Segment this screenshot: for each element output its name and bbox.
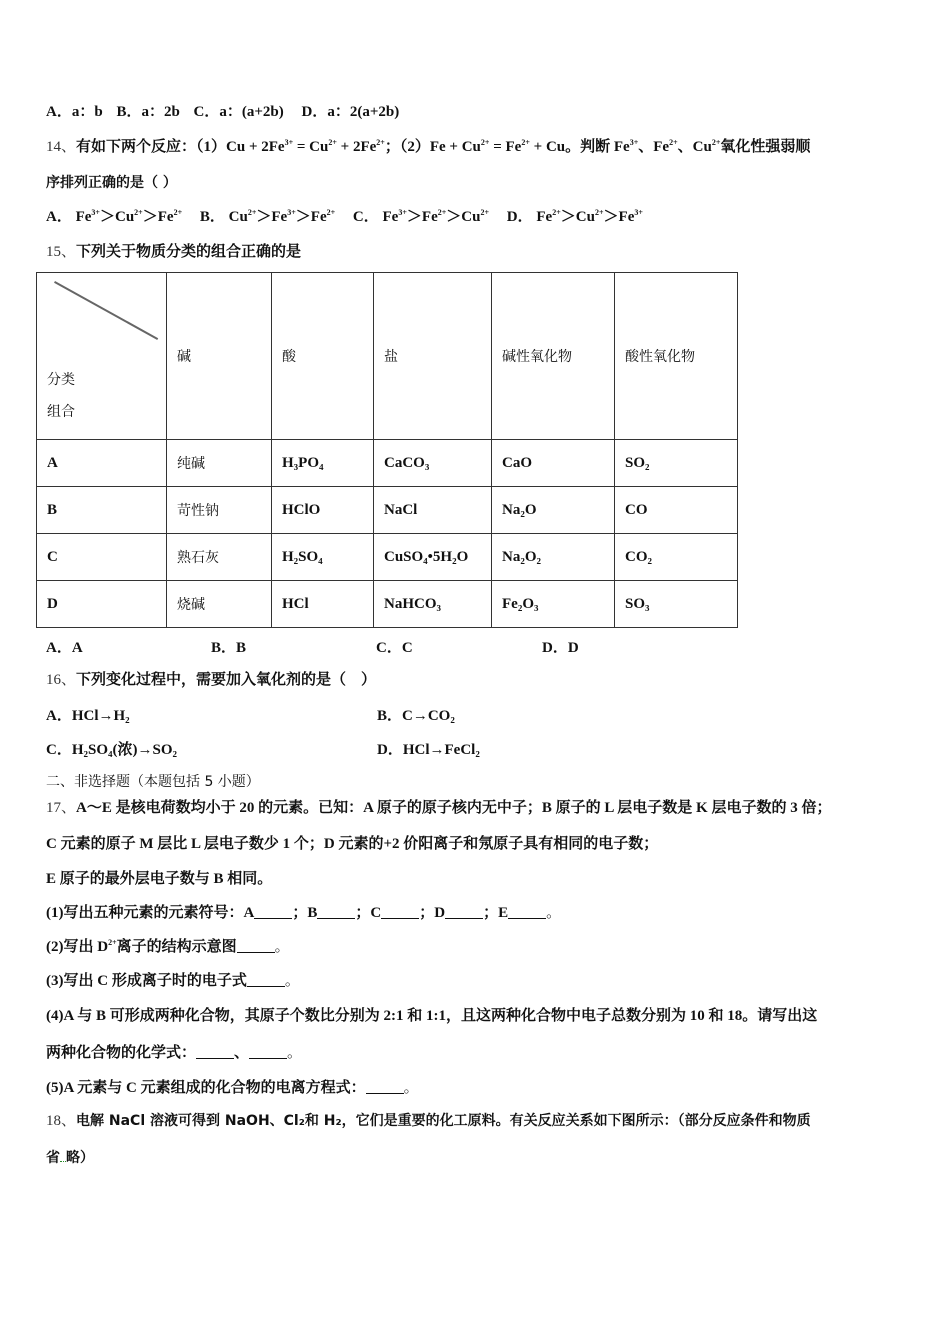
q15-option-d: D．D bbox=[542, 640, 579, 656]
q17-line1: 17、A～E 是核电荷数均小于 20 的元素。已知：A 原子的原子核内无中子；B 原子的 L 层电子数是 K 层电子数的 3 倍； bbox=[46, 800, 832, 816]
table-header-row bbox=[37, 273, 738, 440]
q17-sub4-line1: (4)A 与 B 可形成两种化合物，其原子个数比分别为 2:1 和 1:1，且这两种化合物中电子总数分别为 10 和 18。请写出这 bbox=[46, 1008, 818, 1024]
question-number: 15、 bbox=[46, 244, 77, 260]
q16-option-c: C．H₂SO₄(浓)→SO₂ bbox=[46, 742, 178, 758]
answer-blank-b[interactable] bbox=[317, 904, 355, 919]
table-corner-cell bbox=[37, 273, 167, 440]
q17-sub5: (5)A 元素与 C 元素组成的化合物的电离方程式： 。 bbox=[46, 1080, 419, 1096]
q14-options bbox=[46, 207, 643, 227]
q14-option-c: C． $Fe^{3+}>Fe^{2+}>Cu^{2+}$ bbox=[352, 208, 490, 225]
answer-blank-e[interactable] bbox=[508, 904, 546, 919]
q17-sub4-line2: 两种化合物的化学式： 、 。 bbox=[46, 1045, 303, 1061]
answer-blank-structure[interactable] bbox=[237, 938, 275, 953]
q13-option-c: C．a：(a+2b) bbox=[193, 104, 284, 120]
answer-blank-electron-formula[interactable] bbox=[247, 972, 285, 987]
q16-option-b: B．C→CO₂ bbox=[377, 708, 455, 724]
corner-label-combination: 组合 bbox=[47, 404, 75, 420]
q14-option-d: D． $Fe^{2+}>Cu^{2+}>Fe^{3+}$ bbox=[506, 208, 643, 225]
header-acid: 酸 bbox=[272, 273, 374, 440]
q15-option-c: C．C bbox=[376, 640, 413, 656]
table-row: B 苛性钠 HClO NaCl Na₂O CO bbox=[37, 487, 738, 534]
q14-option-b: B． $Cu^{2+}>Fe^{3+}>Fe^{2+}$ bbox=[199, 208, 336, 225]
q18-line1: 18、电解 NaCl 溶液可得到 NaOH、Cl₂和 H₂，它们是重要的化工原料。有关反应关系如下图所示：（部分反应条件和物质 bbox=[46, 1113, 811, 1129]
diagonal-divider bbox=[54, 281, 158, 340]
answer-blank-d[interactable] bbox=[445, 904, 483, 919]
question-number: 18、 bbox=[46, 1113, 77, 1129]
q16-option-a: A．HCl→H₂ bbox=[46, 708, 130, 724]
q16-option-d: D．HCl→FeCl₂ bbox=[377, 742, 480, 758]
table-row: D 烧碱 HCl NaHCO₃ Fe₂O₃ SO₃ bbox=[37, 581, 738, 628]
answer-blank-compound-1[interactable] bbox=[196, 1044, 234, 1059]
answer-blank-c[interactable] bbox=[381, 904, 419, 919]
q13-option-d: D．a：2(a+2b) bbox=[301, 104, 400, 120]
q14-option-a: A． $Fe^{3+}>Cu^{2+}>Fe^{2+}$ bbox=[46, 208, 183, 225]
header-base: 碱 bbox=[167, 273, 272, 440]
q15-option-b: B．B bbox=[211, 640, 247, 656]
classification-table bbox=[36, 272, 738, 628]
q17-sub1: (1)写出五种元素的元素符号：A ；B ；C ；D ；E 。 bbox=[46, 905, 562, 921]
header-salt: 盐 bbox=[374, 273, 492, 440]
table-row: C 熟石灰 H₂SO₄ CuSO₄•5H₂O Na₂O₂ CO₂ bbox=[37, 534, 738, 581]
q17-sub2: (2)写出 $D^{2+}$离子的结构示意图 。 bbox=[46, 938, 290, 955]
table-row: A 纯碱 H₃PO₄ CaCO₃ CaO SO₂ bbox=[37, 440, 738, 487]
header-basic-oxide: 碱性氧化物 bbox=[492, 273, 615, 440]
q17-line2: C 元素的原子 M 层比 L 层电子数少 1 个；D 元素的+2 价阳离子和氖原子具有相同的电子数； bbox=[46, 836, 659, 852]
q13-options bbox=[46, 102, 399, 122]
question-number: 14、 bbox=[46, 139, 77, 155]
header-acidic-oxide: 酸性氧化物 bbox=[615, 273, 738, 440]
q17-sub3: (3)写出 C 形成离子时的电子式 。 bbox=[46, 973, 300, 989]
q16-stem: 16、下列变化过程中，需要加入氧化剂的是（ ） bbox=[46, 672, 377, 688]
question-number: 17、 bbox=[46, 800, 77, 816]
q15-stem: 15、下列关于物质分类的组合正确的是 bbox=[46, 244, 302, 260]
q14-stem: 14、有如下两个反应：$(1)Cu + 2Fe^{3+} = Cu^{2+} + 2Fe^{2+}$；$(2)Fe + Cu^{2+} = Fe^{2+} + Cu$。判断 $Fe^{3+}$、$Fe^{2+}$、$Cu^{2+}$氧化性强弱顺 bbox=[46, 138, 811, 155]
section-title: 二、非选择题（本题包括 5 小题） bbox=[46, 774, 260, 790]
q13-option-b: B．a：2b bbox=[116, 104, 180, 120]
question-number: 16、 bbox=[46, 672, 77, 688]
corner-label-category: 分类 bbox=[47, 372, 75, 388]
q13-option-a: A．a：b bbox=[46, 104, 103, 120]
q18-line2: 省 略） bbox=[46, 1150, 94, 1166]
answer-blank-ionization-equation[interactable] bbox=[366, 1079, 404, 1094]
answer-blank-compound-2[interactable] bbox=[249, 1044, 287, 1059]
answer-blank-a[interactable] bbox=[254, 904, 292, 919]
q14-stem-line2: 序排列正确的是（ ） bbox=[46, 175, 177, 191]
q15-option-a: A．A bbox=[46, 640, 83, 656]
q17-line3: E 原子的最外层电子数与 B 相同。 bbox=[46, 871, 273, 887]
